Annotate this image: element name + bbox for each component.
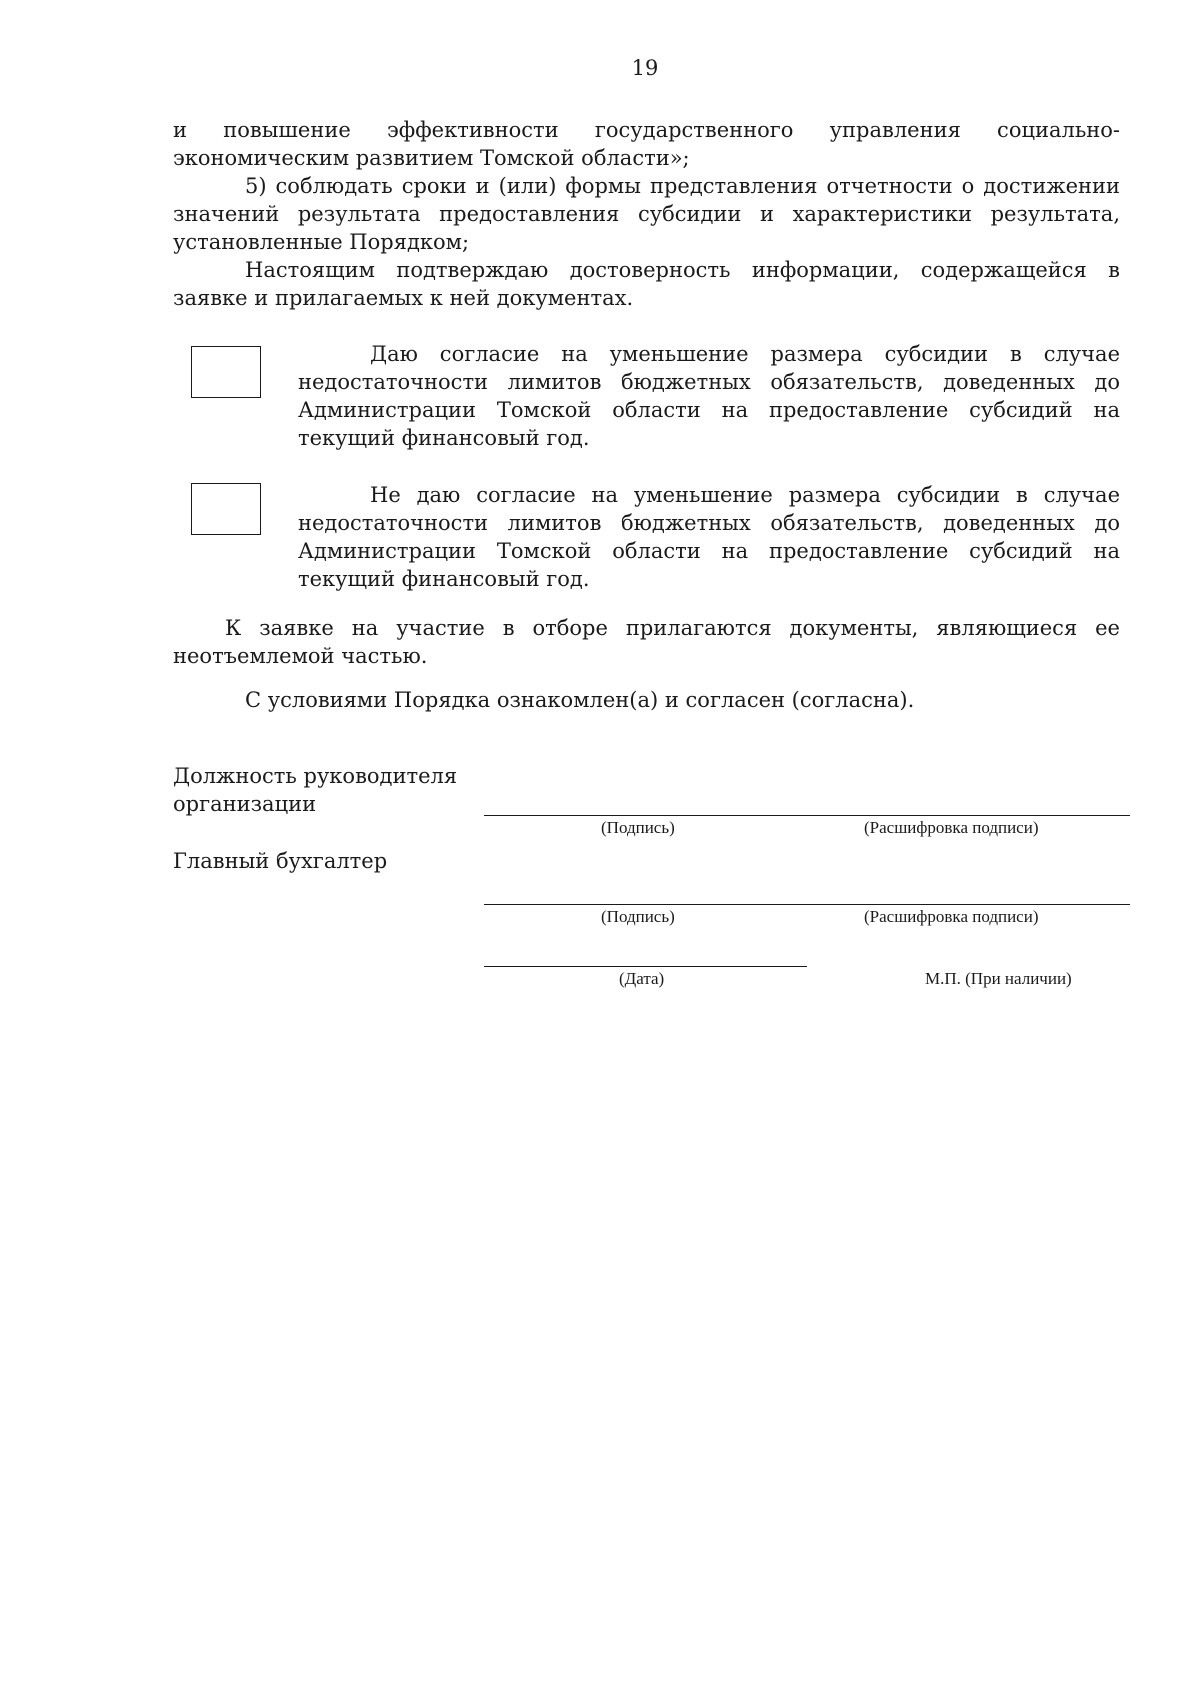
head-position-label: Должность руководителя организации (173, 764, 458, 816)
head-signature-caption: (Подпись) (601, 818, 675, 837)
no-consent-checkbox[interactable] (191, 483, 261, 535)
date-line[interactable] (484, 966, 807, 967)
accountant-transcript-caption: (Расшифровка подписи) (864, 907, 1039, 926)
agreement-paragraph: С условиями Порядка ознакомлен(а) и согласен (согласна). (245, 688, 915, 712)
intro-section (173, 116, 1120, 312)
intro-paragraph-2: 5) соблюдать сроки и (или) формы представления отчетности о достижении значений результата предоставления субсидии и характеристики результата, установленные Порядком; (173, 174, 1120, 254)
chief-accountant-label: Главный бухгалтер (173, 849, 388, 873)
no-consent-option-text: Не даю согласие на уменьшение размера субсидии в случае недостаточности лимитов бюджетных обязательств, доведенных до Администрации Томской области на предоставление субсидий на текущий финансовый год. (298, 483, 1120, 591)
consent-checkbox[interactable] (191, 346, 261, 398)
head-transcript-caption: (Расшифровка подписи) (864, 818, 1039, 837)
page-number: 19 (631, 56, 659, 80)
head-signature-line[interactable] (484, 815, 1130, 816)
intro-paragraph-1: и повышение эффективности государственного управления социально-экономическим развитием Томской области»; (173, 118, 1120, 170)
date-caption: (Дата) (619, 969, 665, 988)
consent-option-text: Даю согласие на уменьшение размера субсидии в случае недостаточности лимитов бюджетных обязательств, доведенных до Администрации Томской области на предоставление субсидий на текущий финансовый год. (298, 342, 1120, 450)
attachments-paragraph: К заявке на участие в отборе прилагаются документы, являющиеся ее неотъемлемой частью. (173, 616, 1120, 668)
accountant-signature-line[interactable] (484, 904, 1130, 905)
stamp-caption: М.П. (При наличии) (925, 969, 1072, 988)
closing-section (173, 614, 1120, 714)
intro-paragraph-3: Настоящим подтверждаю достоверность информации, содержащейся в заявке и прилагаемых к ней документах. (173, 258, 1120, 310)
accountant-signature-caption: (Подпись) (601, 907, 675, 926)
